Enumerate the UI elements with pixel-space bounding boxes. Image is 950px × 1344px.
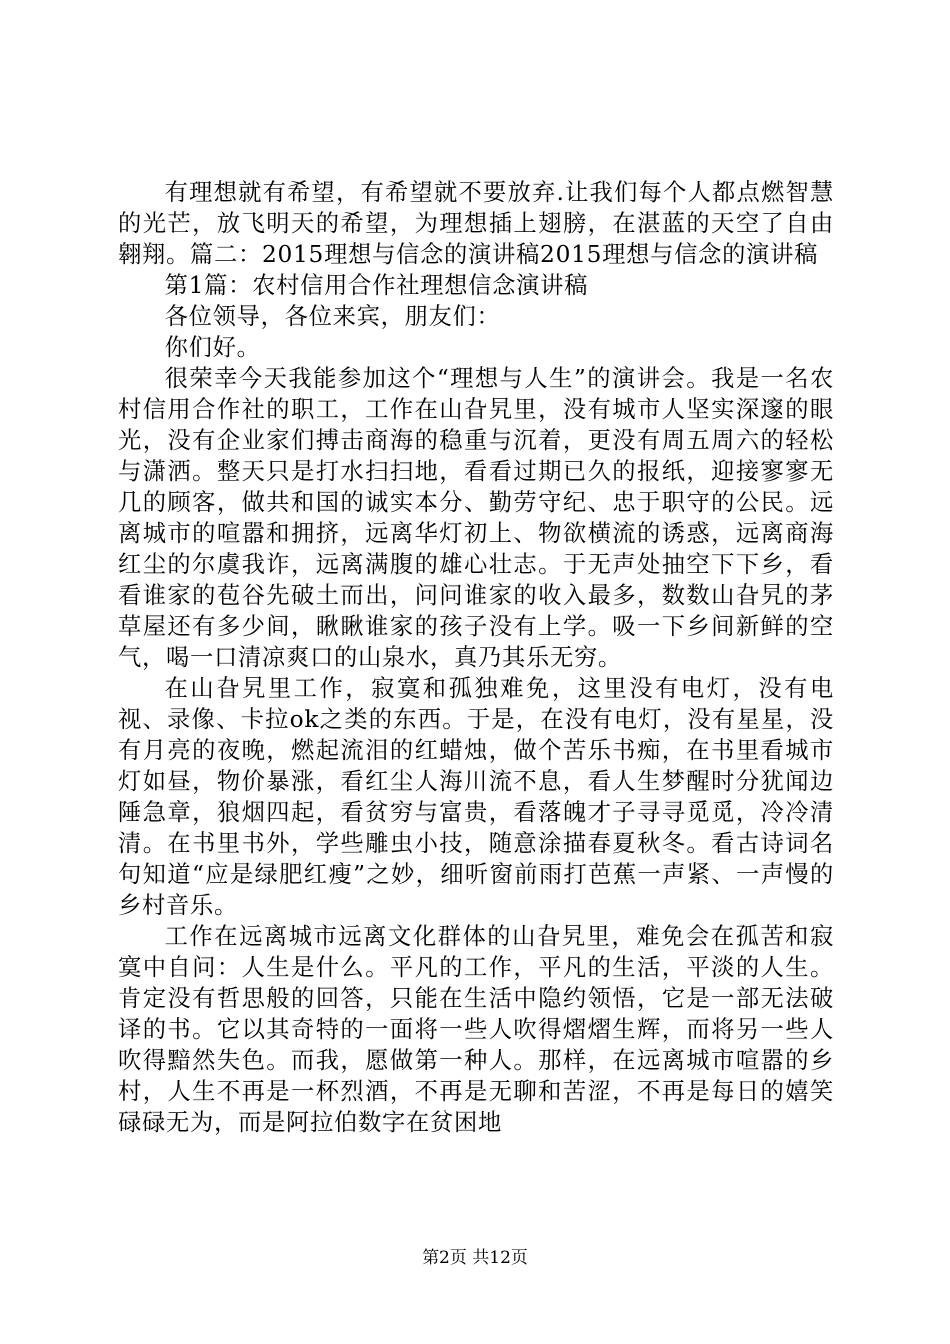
document-body [118,177,834,1138]
paragraph-2: 第1篇：农村信用合作社理想信念演讲稿 [164,272,589,299]
paragraph-7: 工作在远离城市远离文化群体的山旮旯里，难免会在孤苦和寂寞中自问：人生是什么。平凡的工作，平凡的生活，平淡的人生。肯定没有哲思般的回答，只能在生活中隐约领悟，它是一部无法破译的书。它以其奇特的一面将一些人吹得熠熠生辉，而将另一些人吹得黯然失色。而我，愿做第一种人。那样，在远离城市喧嚣的乡村，人生不再是一杯烈酒，不再是无聊和苦涩，不再是每日的嬉笑碌碌无为，而是阿拉伯数字在贫困地 [118,923,834,1136]
paragraph-5: 很荣幸今天我能参加这个“理想与人生”的演讲会。我是一名农村信用合作社的职工，工作在山旮旯里，没有城市人坚实深邃的眼光，没有企业家们搏击商海的稳重与沉着，更没有周五周六的轻松与潇洒。整天只是打水扫扫地，看看过期已久的报纸，迎接寥寥无几的顾客，做共和国的诚实本分、勤劳守纪、忠于职守的公民。远离城市的喧嚣和拥挤，远离华灯初上、物欲横流的诱惑，远离商海红尘的尔虞我诈，远离满腹的雄心壮志。于无声处抽空下下乡，看看谁家的苞谷先破土而出，问问谁家的收入最多，数数山旮旯的茅草屋还有多少间，瞅瞅谁家的孩子没有上学。吸一下乡间新鲜的空气，喝一口清凉爽口的山泉水，真乃其乐无穷。 [118,365,834,671]
page-footer: 第2页 共12页 [422,1248,528,1268]
paragraph-3: 各位领导，各位来宾，朋友们： [164,303,501,330]
paragraph-6: 在山旮旯里工作，寂寞和孤独难免，这里没有电灯，没有电视、录像、卡拉ok之类的东西。于是，在没有电灯，没有星星，没有月亮的夜晚，燃起流泪的红蜡烛，做个苦乐书痴，在书里看城市灯如昼，物价暴涨，看红尘人海川流不息，看人生梦醒时分犹闻边陲急章，狼烟四起，看贫穷与富贵，看落魄才子寻寻觅觅，冷冷清清。在书里书外，学些雕虫小技，随意涂描春夏秋冬。看古诗词名句知道“应是绿肥红瘦”之妙，细听窗前雨打芭蕉一声紧、一声慢的乡村音乐。 [118,675,834,919]
paragraph-4: 你们好。 [164,334,261,361]
paragraph-1: 有理想就有希望，有希望就不要放弃.让我们每个人都点燃智慧的光芒，放飞明天的希望，为理想插上翅膀，在湛蓝的天空了自由翱翔。篇二：2015理想与信念的演讲稿2015理想与信念的演讲稿 [118,179,834,268]
